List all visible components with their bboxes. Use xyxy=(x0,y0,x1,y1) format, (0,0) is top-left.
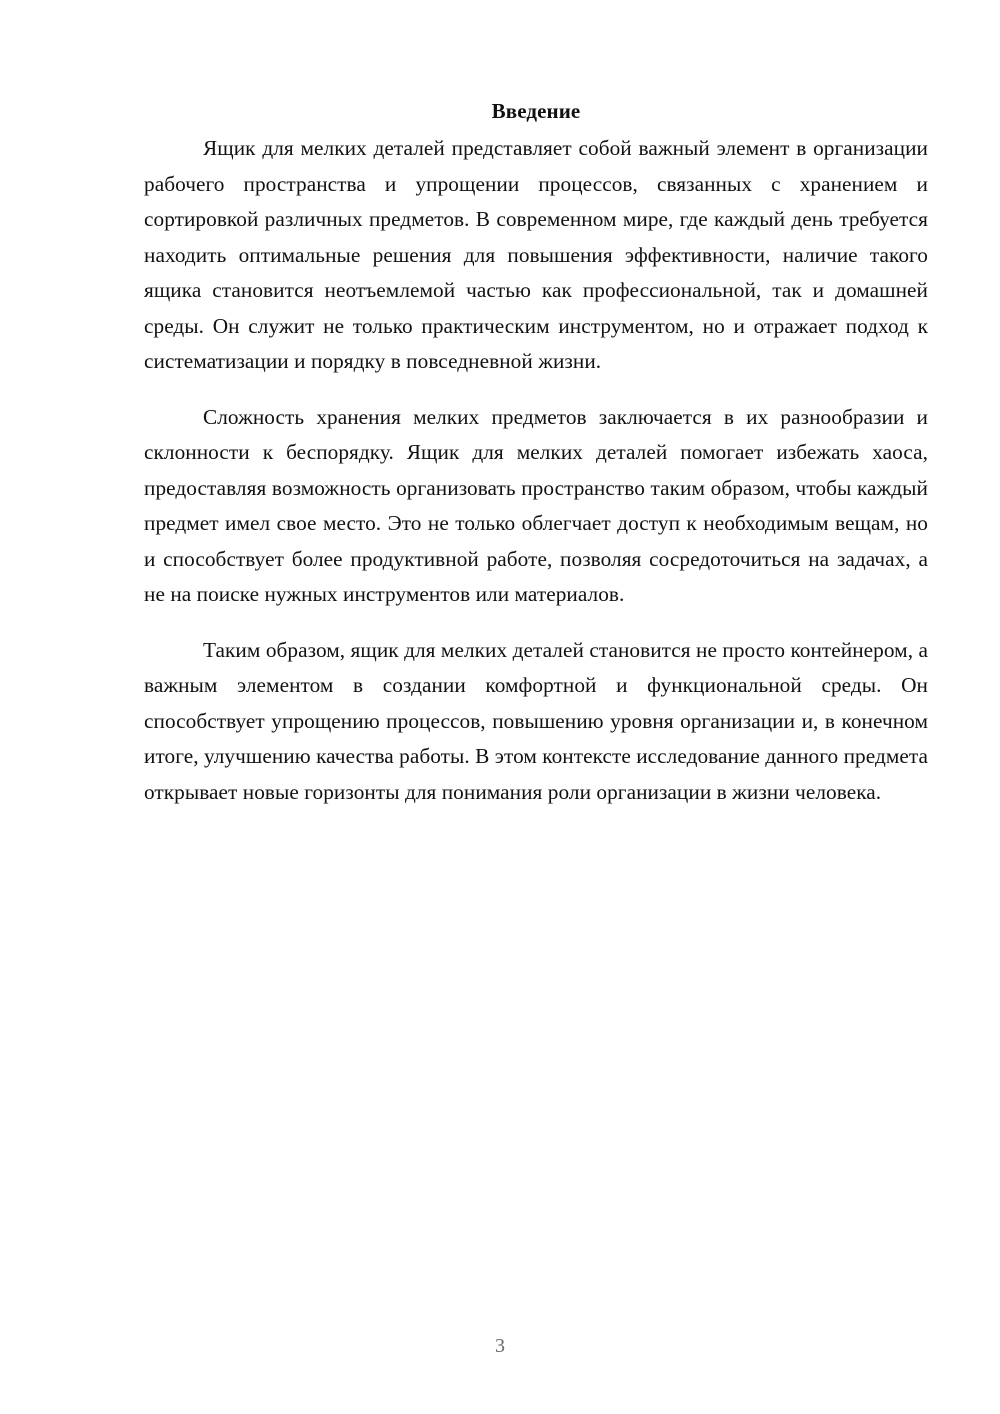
page-number: 3 xyxy=(495,1335,505,1357)
page-content xyxy=(144,96,928,830)
paragraph-2: Сложность хранения мелких предметов заключается в их разнообразии и склонности к беспорядку. Ящик для мелких деталей помогает избежать хаоса, предоставляя возможность организовать пространство таким образом, чтобы каждый предмет имел свое место. Это не только облегчает доступ к необходимым вещам, но и способствует более продуктивной работе, позволяя сосредоточиться на задачах, а не на поиске нужных инструментов или материалов. xyxy=(144,404,928,606)
paragraph-3: Таким образом, ящик для мелких деталей становится не просто контейнером, а важным элементом в создании комфортной и функциональной среды. Он способствует упрощению процессов, повышению уровня организации и, в конечном итоге, улучшению качества работы. В этом контексте исследование данного предмета открывает новые горизонты для понимания роли организации в жизни человека. xyxy=(144,637,928,804)
paragraph-1: Ящик для мелких деталей представляет собой важный элемент в организации рабочего пространства и упрощении процессов, связанных с хранением и сортировкой различных предметов. В современном мире, где каждый день требуется находить оптимальные решения для повышения эффективности, наличие такого ящика становится неотъемлемой частью как профессиональной, так и домашней среды. Он служит не только практическим инструментом, но и отражает подход к систематизации и порядку в повседневной жизни. xyxy=(144,136,928,373)
section-heading: Введение xyxy=(491,99,581,123)
